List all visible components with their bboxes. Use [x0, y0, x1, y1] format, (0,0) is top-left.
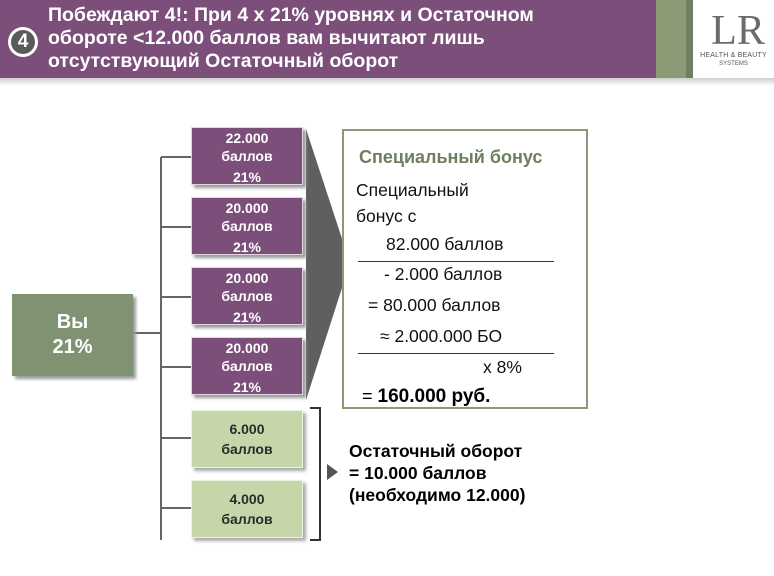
bonus-result-value: 160.000 руб.: [377, 386, 491, 407]
level-percent: 21%: [232, 309, 262, 325]
bonus-total: 82.000 баллов: [386, 234, 504, 254]
logo-tagline-sub: SYSTEMS: [719, 61, 748, 67]
remainder-unit: баллов: [221, 511, 273, 527]
special-bonus-panel: [342, 129, 588, 409]
divider: [358, 353, 554, 354]
level-percent: 21%: [232, 169, 262, 185]
bonus-result-prefix: =: [362, 386, 373, 406]
level-points: 22.000: [225, 130, 269, 146]
bonus-minus: - 2.000 баллов: [384, 264, 503, 284]
remainder-points: 4.000: [229, 491, 265, 507]
remainder-box: [191, 480, 303, 538]
remainder-box: [191, 410, 303, 468]
logo-tagline: HEALTH & BEAUTY: [700, 52, 767, 59]
remainder-points: 6.000: [229, 421, 265, 437]
bonus-approx: ≈ 2.000.000 БО: [380, 326, 503, 346]
remainder-note-line-2: = 10.000 баллов: [349, 463, 487, 483]
level-box: [191, 127, 303, 185]
remainder-unit: баллов: [221, 441, 273, 457]
step-number: 4: [11, 30, 35, 54]
bonus-intro-line-2: бонус с: [356, 206, 417, 226]
level-percent: 21%: [232, 379, 262, 395]
divider: [358, 261, 554, 262]
title-line-2: обороте <12.000 баллов вам вычитают лишь: [48, 27, 485, 49]
level-percent: 21%: [232, 239, 262, 255]
you-box: [12, 294, 133, 376]
level-unit: баллов: [221, 218, 273, 234]
remainder-note: [349, 440, 525, 506]
title-line-3: отсутствующий Остаточный оборот: [48, 50, 399, 72]
level-unit: баллов: [221, 358, 273, 374]
level-points: 20.000: [225, 270, 269, 286]
level-box: [191, 267, 303, 325]
svg-text:LR: LR: [711, 8, 765, 54]
you-percent: 21%: [52, 336, 93, 358]
remainder-note-line-1: Остаточный оборот: [349, 441, 523, 461]
bonus-result: [362, 386, 490, 408]
level-points: 20.000: [225, 340, 269, 356]
bonus-intro-line-1: Специальный: [356, 180, 469, 200]
remainder-note-line-3: (необходимо 12.000): [349, 485, 526, 505]
level-box: [191, 197, 303, 255]
level-box: [191, 337, 303, 395]
bonus-equal: = 80.000 баллов: [368, 295, 501, 315]
bonus-intro: [356, 177, 469, 229]
level-points: 20.000: [225, 200, 269, 216]
bracket-icon: [310, 408, 320, 540]
level-unit: баллов: [221, 288, 273, 304]
title-line-1: Побеждают 4!: При 4 х 21% уровнях и Остаточном: [48, 4, 534, 26]
you-label: Вы: [56, 311, 89, 333]
level-unit: баллов: [221, 148, 273, 164]
bracket-pointer-icon: [327, 464, 338, 480]
bonus-title: Специальный бонус: [359, 147, 543, 167]
bonus-rate: х 8%: [483, 357, 522, 377]
